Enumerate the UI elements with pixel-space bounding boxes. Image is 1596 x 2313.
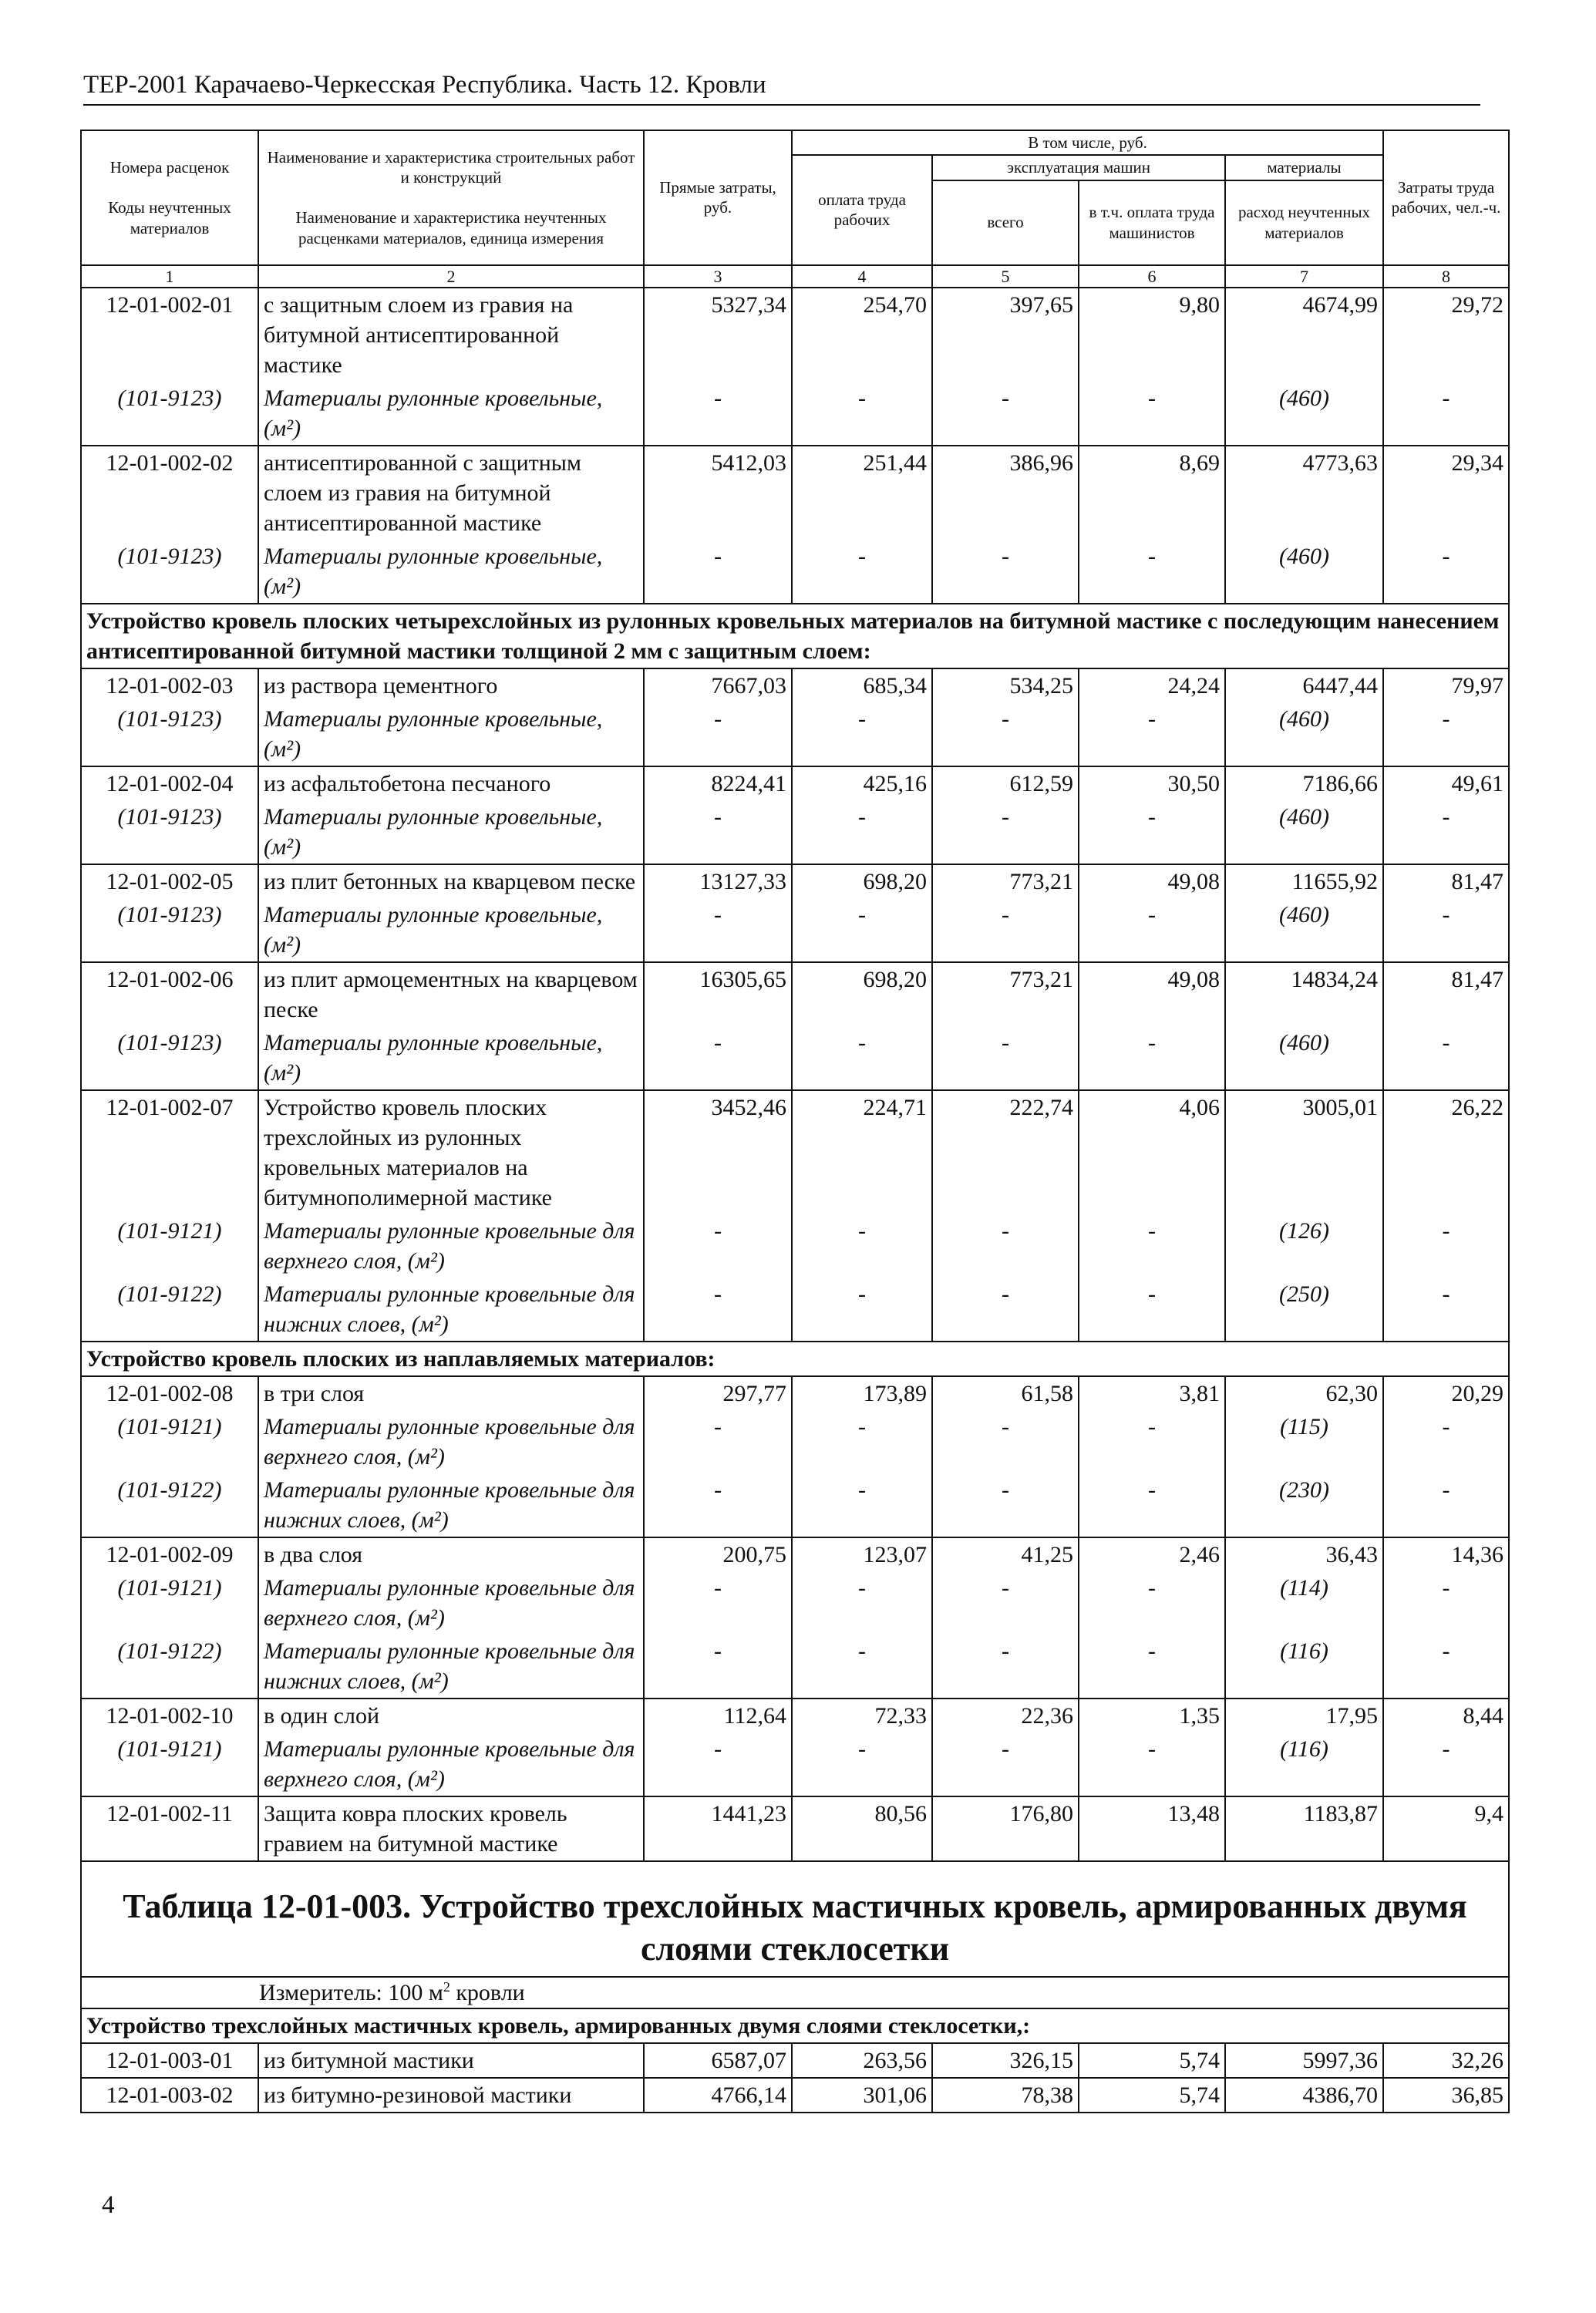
cell-mach-pay: - xyxy=(1079,1278,1225,1342)
cell-labor: - xyxy=(1383,1635,1509,1699)
cell-pay: 224,71 xyxy=(792,1090,932,1214)
cell-mach-pay: 49,08 xyxy=(1079,962,1225,1026)
cell-code: 12-01-002-05 xyxy=(81,864,258,898)
cell-pay: 425,16 xyxy=(792,766,932,800)
cell-code: (101-9123) xyxy=(81,702,258,766)
cell-mach: - xyxy=(932,1278,1079,1342)
section-row xyxy=(81,1342,1509,1376)
table-row xyxy=(81,2043,1509,2078)
cell-mach: - xyxy=(932,1410,1079,1473)
header-pay: оплата труда рабочих xyxy=(792,155,932,264)
cell-mach: 61,58 xyxy=(932,1376,1079,1410)
material-row xyxy=(81,1278,1509,1342)
cell-name: Материалы рулонные кровельные для верхнего слоя, (м²) xyxy=(258,1571,644,1635)
cell-mach-pay: 13,48 xyxy=(1079,1796,1225,1861)
header-machines: эксплуатация машин xyxy=(932,155,1225,180)
cell-code: 12-01-002-04 xyxy=(81,766,258,800)
cell-pay: - xyxy=(792,1278,932,1342)
cell-pay: - xyxy=(792,1410,932,1473)
table-row xyxy=(81,766,1509,800)
cell-labor: 8,44 xyxy=(1383,1699,1509,1732)
cell-mat: 11655,92 xyxy=(1225,864,1383,898)
table-body xyxy=(81,288,1509,2113)
cell-direct: 16305,65 xyxy=(644,962,792,1026)
cell-labor: - xyxy=(1383,1278,1509,1342)
cell-mach: 176,80 xyxy=(932,1796,1079,1861)
cell-code: (101-9121) xyxy=(81,1410,258,1473)
material-row xyxy=(81,1026,1509,1090)
cell-mach-pay: - xyxy=(1079,1635,1225,1699)
cell-mach-pay: - xyxy=(1079,702,1225,766)
price-table xyxy=(80,130,1510,2113)
cell-direct: 4766,14 xyxy=(644,2078,792,2113)
cell-mach: 397,65 xyxy=(932,288,1079,382)
section-row xyxy=(81,2008,1509,2043)
cell-mach-pay: - xyxy=(1079,1214,1225,1278)
cell-mach: - xyxy=(932,1026,1079,1090)
cell-pay: 173,89 xyxy=(792,1376,932,1410)
table2-title: Таблица 12-01-003. Устройство трехслойных мастичных кровель, армированных двумя слоями стеклосетки xyxy=(81,1861,1509,1977)
cell-labor: - xyxy=(1383,382,1509,446)
cell-pay: 72,33 xyxy=(792,1699,932,1732)
cell-direct: 1441,23 xyxy=(644,1796,792,1861)
cell-code: (101-9123) xyxy=(81,382,258,446)
cell-name: Материалы рулонные кровельные, (м²) xyxy=(258,382,644,446)
table-row xyxy=(81,668,1509,702)
cell-name: Материалы рулонные кровельные для нижних слоев, (м²) xyxy=(258,1635,644,1699)
material-row xyxy=(81,800,1509,864)
cell-code: 12-01-002-08 xyxy=(81,1376,258,1410)
table-row xyxy=(81,864,1509,898)
cell-mach-pay: 2,46 xyxy=(1079,1537,1225,1571)
cell-direct: 3452,46 xyxy=(644,1090,792,1214)
cell-mach: - xyxy=(932,1571,1079,1635)
header-names: Наименование и характеристика строительных работ и конструкций Наименование и характеристика неучтенных расценками материалов, единица измерения xyxy=(258,130,644,265)
cell-mach-pay: 9,80 xyxy=(1079,288,1225,382)
cell-direct: 297,77 xyxy=(644,1376,792,1410)
cell-mach-pay: 3,81 xyxy=(1079,1376,1225,1410)
cell-mach: 41,25 xyxy=(932,1537,1079,1571)
cell-mat: (115) xyxy=(1225,1410,1383,1473)
cell-mach-pay: - xyxy=(1079,1026,1225,1090)
section-title: Устройство трехслойных мастичных кровель, армированных двумя слоями стеклосетки,: xyxy=(81,2008,1509,2043)
cell-direct: - xyxy=(644,382,792,446)
cell-mat: (116) xyxy=(1225,1732,1383,1796)
cell-mat: 3005,01 xyxy=(1225,1090,1383,1214)
page-number: 4 xyxy=(102,2191,115,2219)
cell-labor: 79,97 xyxy=(1383,668,1509,702)
cell-mach-pay: 5,74 xyxy=(1079,2078,1225,2113)
cell-mach-pay: - xyxy=(1079,1732,1225,1796)
cell-name: в два слоя xyxy=(258,1537,644,1571)
cell-labor: 9,4 xyxy=(1383,1796,1509,1861)
cell-code: (101-9123) xyxy=(81,1026,258,1090)
cell-code: (101-9121) xyxy=(81,1571,258,1635)
cell-code: 12-01-003-01 xyxy=(81,2043,258,2078)
cell-labor: 26,22 xyxy=(1383,1090,1509,1214)
measure-cell xyxy=(81,1977,1509,2008)
cell-code: (101-9121) xyxy=(81,1214,258,1278)
cell-code: (101-9122) xyxy=(81,1635,258,1699)
cell-mat: 5997,36 xyxy=(1225,2043,1383,2078)
cell-pay: 123,07 xyxy=(792,1537,932,1571)
cell-labor: - xyxy=(1383,1473,1509,1537)
cell-pay: 698,20 xyxy=(792,962,932,1026)
cell-mach-pay: - xyxy=(1079,1473,1225,1537)
cell-direct: - xyxy=(644,1571,792,1635)
cell-pay: 263,56 xyxy=(792,2043,932,2078)
section-title: Устройство кровель плоских из наплавляемых материалов: xyxy=(81,1342,1509,1376)
cell-mach-pay: 4,06 xyxy=(1079,1090,1225,1214)
cell-mach-pay: - xyxy=(1079,898,1225,962)
cell-name: из битумной мастики xyxy=(258,2043,644,2078)
cell-name: Материалы рулонные кровельные, (м²) xyxy=(258,800,644,864)
cell-labor: - xyxy=(1383,800,1509,864)
cell-labor: 29,72 xyxy=(1383,288,1509,382)
cell-name: Защита ковра плоских кровель гравием на битумной мастике xyxy=(258,1796,644,1861)
cell-code: 12-01-002-11 xyxy=(81,1796,258,1861)
cell-mach: 222,74 xyxy=(932,1090,1079,1214)
cell-pay: - xyxy=(792,1635,932,1699)
material-row xyxy=(81,1473,1509,1537)
cell-direct: - xyxy=(644,1473,792,1537)
measure-sup: 2 xyxy=(443,1979,450,1995)
cell-code: 12-01-002-03 xyxy=(81,668,258,702)
material-row xyxy=(81,1635,1509,1699)
cell-direct: 13127,33 xyxy=(644,864,792,898)
header-labor: Затраты труда рабочих, чел.-ч. xyxy=(1383,130,1509,265)
cell-direct: 7667,03 xyxy=(644,668,792,702)
cell-labor: 36,85 xyxy=(1383,2078,1509,2113)
cell-name: Материалы рулонные кровельные для верхнего слоя, (м²) xyxy=(258,1410,644,1473)
cell-mat: 7186,66 xyxy=(1225,766,1383,800)
cell-code: (101-9122) xyxy=(81,1278,258,1342)
cell-direct: - xyxy=(644,1214,792,1278)
cell-mach: 326,15 xyxy=(932,2043,1079,2078)
cell-pay: - xyxy=(792,702,932,766)
header-codes: Номера расценок Коды неучтенных материалов xyxy=(81,130,258,265)
cell-direct: 200,75 xyxy=(644,1537,792,1571)
table-row xyxy=(81,2078,1509,2113)
cell-mach-pay: 1,35 xyxy=(1079,1699,1225,1732)
section-row xyxy=(81,604,1509,668)
cell-labor: 20,29 xyxy=(1383,1376,1509,1410)
cell-code: (101-9123) xyxy=(81,800,258,864)
cell-code: (101-9123) xyxy=(81,540,258,604)
measure-label: Измеритель: 100 м xyxy=(259,1980,443,2005)
header-direct: Прямые затраты, руб. xyxy=(644,130,792,265)
cell-mach: - xyxy=(932,1732,1079,1796)
cell-name: из плит армоцементных на кварцевом песке xyxy=(258,962,644,1026)
cell-direct: 5412,03 xyxy=(644,446,792,540)
material-row xyxy=(81,702,1509,766)
cell-labor: - xyxy=(1383,1571,1509,1635)
cell-mat: 36,43 xyxy=(1225,1537,1383,1571)
cell-mat: 4674,99 xyxy=(1225,288,1383,382)
table-row xyxy=(81,288,1509,382)
header-machines-incl: в т.ч. оплата труда машинистов xyxy=(1079,180,1225,265)
cell-code: 12-01-002-09 xyxy=(81,1537,258,1571)
cell-mat: 1183,87 xyxy=(1225,1796,1383,1861)
cell-code: 12-01-002-02 xyxy=(81,446,258,540)
cell-mat: 17,95 xyxy=(1225,1699,1383,1732)
cell-mach: 78,38 xyxy=(932,2078,1079,2113)
table2-title-row xyxy=(81,1861,1509,1977)
cell-code: (101-9121) xyxy=(81,1732,258,1796)
cell-name: из раствора цементного xyxy=(258,668,644,702)
cell-name: антисептированной с защитным слоем из гравия на битумной антисептированной мастике xyxy=(258,446,644,540)
cell-labor: - xyxy=(1383,702,1509,766)
cell-direct: - xyxy=(644,898,792,962)
cell-direct: - xyxy=(644,1410,792,1473)
cell-name: Материалы рулонные кровельные, (м²) xyxy=(258,540,644,604)
cell-direct: 5327,34 xyxy=(644,288,792,382)
cell-name: Материалы рулонные кровельные, (м²) xyxy=(258,898,644,962)
cell-pay: - xyxy=(792,1571,932,1635)
cell-mach-pay: - xyxy=(1079,540,1225,604)
cell-labor: 81,47 xyxy=(1383,962,1509,1026)
cell-labor: - xyxy=(1383,1732,1509,1796)
cell-name: Материалы рулонные кровельные для верхнего слоя, (м²) xyxy=(258,1214,644,1278)
cell-labor: - xyxy=(1383,898,1509,962)
table-row xyxy=(81,1699,1509,1732)
cell-mach: - xyxy=(932,382,1079,446)
table-row xyxy=(81,1537,1509,1571)
column-numbers-row: 1 2 3 4 5 6 7 8 xyxy=(81,265,1509,288)
cell-pay: - xyxy=(792,1732,932,1796)
cell-mach: - xyxy=(932,1214,1079,1278)
cell-pay: - xyxy=(792,540,932,604)
cell-mat: 4773,63 xyxy=(1225,446,1383,540)
cell-pay: 251,44 xyxy=(792,446,932,540)
header-machines-total: всего xyxy=(932,180,1079,265)
cell-labor: 32,26 xyxy=(1383,2043,1509,2078)
cell-mat: (126) xyxy=(1225,1214,1383,1278)
cell-direct: - xyxy=(644,1026,792,1090)
material-row xyxy=(81,540,1509,604)
cell-name: Материалы рулонные кровельные для нижних слоев, (м²) xyxy=(258,1473,644,1537)
cell-labor: 81,47 xyxy=(1383,864,1509,898)
cell-mach: 386,96 xyxy=(932,446,1079,540)
table-row xyxy=(81,1796,1509,1861)
cell-name: Материалы рулонные кровельные, (м²) xyxy=(258,1026,644,1090)
material-row xyxy=(81,898,1509,962)
cell-pay: 254,70 xyxy=(792,288,932,382)
cell-pay: - xyxy=(792,382,932,446)
cell-name: Материалы рулонные кровельные для верхнего слоя, (м²) xyxy=(258,1732,644,1796)
cell-mat: 14834,24 xyxy=(1225,962,1383,1026)
cell-direct: - xyxy=(644,702,792,766)
table-head xyxy=(81,130,1509,288)
cell-code: 12-01-002-01 xyxy=(81,288,258,382)
cell-name: Устройство кровель плоских трехслойных из рулонных кровельных материалов на битумнополимерной мастике xyxy=(258,1090,644,1214)
section-title: Устройство кровель плоских четырехслойных из рулонных кровельных материалов на битумной мастике с последующим нанесением антисептированной битумной мастики толщиной 2 мм с защитным слоем: xyxy=(81,604,1509,668)
cell-code: 12-01-002-10 xyxy=(81,1699,258,1732)
cell-direct: - xyxy=(644,800,792,864)
cell-name: с защитным слоем из гравия на битумной антисептированной мастике xyxy=(258,288,644,382)
cell-pay: - xyxy=(792,1026,932,1090)
cell-name: из плит бетонных на кварцевом песке xyxy=(258,864,644,898)
header-incl: В том числе, руб. xyxy=(792,130,1383,155)
cell-name: в три слоя xyxy=(258,1376,644,1410)
cell-mach: 612,59 xyxy=(932,766,1079,800)
table-row xyxy=(81,1376,1509,1410)
cell-mach: 22,36 xyxy=(932,1699,1079,1732)
cell-mat: 62,30 xyxy=(1225,1376,1383,1410)
cell-mach-pay: - xyxy=(1079,1410,1225,1473)
cell-mat: (250) xyxy=(1225,1278,1383,1342)
cell-mat: (460) xyxy=(1225,898,1383,962)
cell-mach: - xyxy=(932,1635,1079,1699)
cell-mach: - xyxy=(932,898,1079,962)
cell-mat: 6447,44 xyxy=(1225,668,1383,702)
cell-mach-pay: - xyxy=(1079,800,1225,864)
cell-name: Материалы рулонные кровельные, (м²) xyxy=(258,702,644,766)
cell-pay: 685,34 xyxy=(792,668,932,702)
cell-code: 12-01-003-02 xyxy=(81,2078,258,2113)
cell-code: 12-01-002-06 xyxy=(81,962,258,1026)
material-row xyxy=(81,1214,1509,1278)
cell-mach: - xyxy=(932,702,1079,766)
cell-mach: - xyxy=(932,1473,1079,1537)
cell-labor: 29,34 xyxy=(1383,446,1509,540)
cell-labor: 49,61 xyxy=(1383,766,1509,800)
cell-direct: - xyxy=(644,1635,792,1699)
cell-pay: 80,56 xyxy=(792,1796,932,1861)
cell-name: из битумно-резиновой мастики xyxy=(258,2078,644,2113)
page-header: ТЕР-2001 Карачаево-Черкесская Республика. Часть 12. Кровли xyxy=(83,71,1480,106)
table-row xyxy=(81,446,1509,540)
cell-code: (101-9122) xyxy=(81,1473,258,1537)
cell-mach: - xyxy=(932,540,1079,604)
table-row xyxy=(81,962,1509,1026)
material-row xyxy=(81,1410,1509,1473)
cell-pay: 698,20 xyxy=(792,864,932,898)
measure-row xyxy=(81,1977,1509,2008)
cell-mach-pay: 8,69 xyxy=(1079,446,1225,540)
header-materials-sub: расход неучтенных материалов xyxy=(1225,180,1383,265)
cell-pay: - xyxy=(792,1473,932,1537)
cell-labor: 14,36 xyxy=(1383,1537,1509,1571)
header-materials: материалы xyxy=(1225,155,1383,180)
cell-mach-pay: - xyxy=(1079,382,1225,446)
cell-mach-pay: 24,24 xyxy=(1079,668,1225,702)
cell-name: Материалы рулонные кровельные для нижних слоев, (м²) xyxy=(258,1278,644,1342)
cell-name: из асфальтобетона песчаного xyxy=(258,766,644,800)
cell-direct: - xyxy=(644,1732,792,1796)
cell-mat: (460) xyxy=(1225,382,1383,446)
cell-mat: (114) xyxy=(1225,1571,1383,1635)
cell-code: 12-01-002-07 xyxy=(81,1090,258,1214)
cell-mach-pay: 5,74 xyxy=(1079,2043,1225,2078)
cell-mach-pay: 30,50 xyxy=(1079,766,1225,800)
cell-mach: 534,25 xyxy=(932,668,1079,702)
cell-labor: - xyxy=(1383,1026,1509,1090)
cell-direct: - xyxy=(644,540,792,604)
cell-code: (101-9123) xyxy=(81,898,258,962)
cell-mach-pay: - xyxy=(1079,1571,1225,1635)
cell-mach-pay: 49,08 xyxy=(1079,864,1225,898)
cell-pay: - xyxy=(792,800,932,864)
cell-labor: - xyxy=(1383,540,1509,604)
cell-direct: 112,64 xyxy=(644,1699,792,1732)
cell-mat: (230) xyxy=(1225,1473,1383,1537)
cell-mat: (460) xyxy=(1225,800,1383,864)
cell-pay: 301,06 xyxy=(792,2078,932,2113)
cell-mat: (460) xyxy=(1225,540,1383,604)
cell-mach: - xyxy=(932,800,1079,864)
measure-unit: кровли xyxy=(450,1980,525,2005)
cell-name: в один слой xyxy=(258,1699,644,1732)
cell-mat: (116) xyxy=(1225,1635,1383,1699)
cell-mat: (460) xyxy=(1225,702,1383,766)
cell-mat: 4386,70 xyxy=(1225,2078,1383,2113)
material-row xyxy=(81,1571,1509,1635)
cell-direct: 6587,07 xyxy=(644,2043,792,2078)
cell-mat: (460) xyxy=(1225,1026,1383,1090)
cell-pay: - xyxy=(792,1214,932,1278)
table-row xyxy=(81,1090,1509,1214)
cell-direct: 8224,41 xyxy=(644,766,792,800)
cell-labor: - xyxy=(1383,1214,1509,1278)
cell-direct: - xyxy=(644,1278,792,1342)
cell-mach: 773,21 xyxy=(932,864,1079,898)
cell-labor: - xyxy=(1383,1410,1509,1473)
cell-pay: - xyxy=(792,898,932,962)
material-row xyxy=(81,1732,1509,1796)
material-row xyxy=(81,382,1509,446)
cell-mach: 773,21 xyxy=(932,962,1079,1026)
